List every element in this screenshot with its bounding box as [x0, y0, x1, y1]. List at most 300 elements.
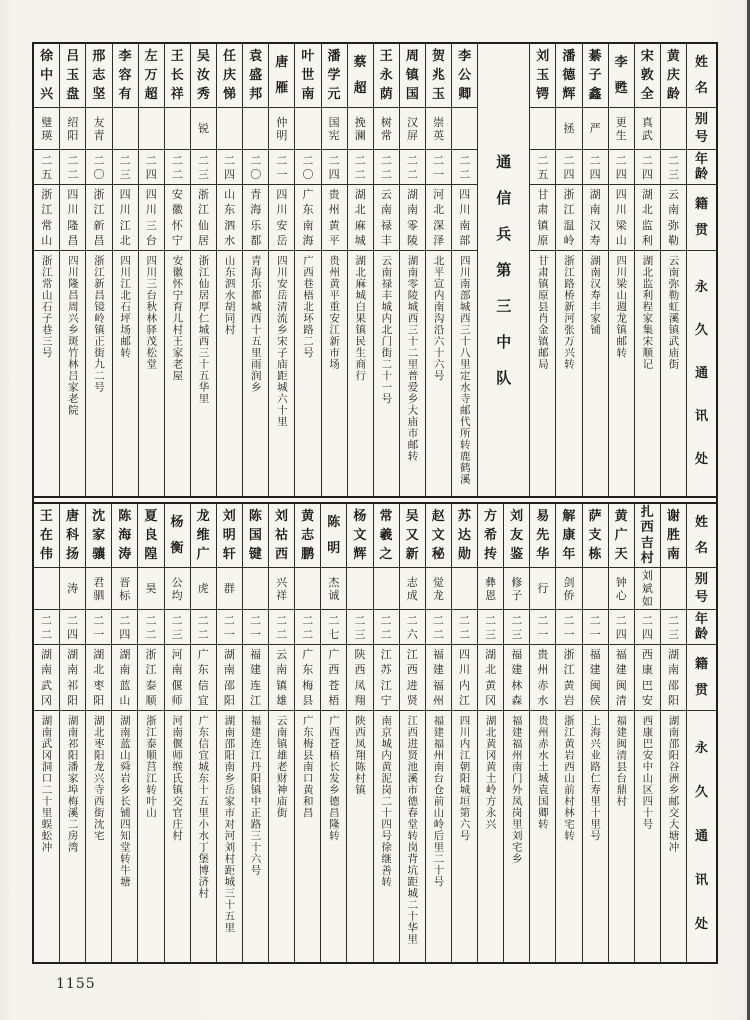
char: 驷 [93, 588, 105, 602]
char: 玉 [536, 68, 550, 83]
char: 周 [405, 49, 419, 64]
char: 北 [93, 663, 105, 677]
char: 兆 [432, 68, 446, 83]
address-cell [269, 711, 294, 962]
char: 二 [119, 613, 131, 627]
char: 宁 [171, 233, 183, 247]
native-place-cell [452, 185, 477, 251]
age-cell [374, 610, 399, 645]
char: 坚 [92, 87, 106, 102]
age-cell [452, 150, 477, 185]
address-cell [138, 711, 163, 962]
char: 二 [197, 153, 209, 167]
alias-cell [530, 568, 555, 610]
char: 二 [171, 613, 183, 627]
char: 仙 [197, 218, 209, 232]
char: 福 [615, 648, 627, 662]
person-column [451, 44, 477, 496]
person-column [59, 44, 85, 496]
char: 海 [250, 203, 262, 217]
char: 中 [40, 68, 54, 83]
char: 诚 [328, 588, 340, 602]
alias-cell [34, 108, 59, 150]
address-cell [139, 251, 164, 496]
char: 龄 [694, 167, 708, 183]
name-cell [426, 504, 451, 568]
char: 二 [354, 153, 366, 167]
person-column [85, 504, 111, 962]
char: 二 [380, 167, 392, 181]
address-text: 福建闽清县台鼎村 [615, 715, 628, 807]
char: 羲 [379, 528, 393, 543]
name-cell [609, 504, 634, 568]
char: 建 [511, 663, 523, 677]
char: 阳 [93, 693, 105, 707]
char: 贵 [537, 648, 549, 662]
age-cell [322, 150, 347, 185]
char: 湖 [406, 188, 418, 202]
address-cell [609, 711, 634, 962]
char: 南 [119, 663, 131, 677]
char: 江 [93, 203, 105, 217]
char: 禄 [380, 218, 392, 232]
age-cell [661, 610, 686, 645]
char: 四 [145, 167, 157, 181]
char: 云 [276, 648, 288, 662]
address-cell [60, 251, 85, 496]
char: 浙 [41, 188, 53, 202]
address-text: 湖北麻城白果镇民生商行 [354, 255, 367, 382]
name-cell [243, 504, 268, 568]
char: 泗 [224, 218, 236, 232]
native-place-cell [321, 645, 346, 711]
char: 二 [197, 613, 209, 627]
alias-cell [217, 568, 242, 610]
char: 二 [589, 153, 601, 167]
alias-cell [661, 108, 686, 150]
char: 伟 [39, 547, 53, 562]
char: 通 [694, 829, 708, 844]
age-cell [295, 150, 320, 185]
age-cell [165, 150, 190, 185]
char: 吕 [66, 49, 80, 64]
alias-cell [400, 108, 425, 150]
name-cell [34, 504, 59, 568]
char: 信 [496, 188, 512, 207]
char: 觉 [432, 575, 444, 589]
age-cell [374, 150, 399, 185]
char: 队 [496, 368, 512, 387]
age-cell [530, 150, 555, 185]
char: 龄 [694, 627, 708, 643]
native-place-cell [583, 645, 608, 711]
char: 北 [485, 663, 497, 677]
address-text: 山东泗水胡同村 [223, 255, 236, 336]
alias-cell [530, 108, 555, 150]
alias-cell [86, 568, 111, 610]
age-cell [556, 150, 581, 185]
address-text: 四川安岳清流乡宋子庙距城六十里 [275, 255, 288, 428]
char: 久 [694, 785, 708, 800]
alias-cell [321, 568, 346, 610]
char: 浙 [93, 188, 105, 202]
age-cell [321, 610, 346, 645]
alias-cell [217, 108, 242, 150]
address-text: 福建连江丹阳镇中正路三十六号 [249, 715, 262, 876]
char: 明 [276, 128, 288, 142]
char: 信 [197, 678, 209, 692]
name-cell [60, 504, 85, 568]
address-text: 云南弥勒虹溪镇武庙街 [667, 255, 680, 370]
char: 卿 [458, 87, 472, 102]
address-cell [348, 251, 373, 496]
alias-cell [635, 108, 660, 150]
char: 六 [406, 627, 418, 641]
person-column [399, 44, 425, 496]
alias-cell [609, 568, 634, 610]
char: 云 [380, 188, 392, 202]
native-place-cell [243, 645, 268, 711]
name-cell [504, 504, 529, 568]
age-cell [138, 610, 163, 645]
char: 镇 [276, 678, 288, 692]
address-cell [583, 711, 608, 962]
char: 南 [406, 203, 418, 217]
char: 川 [615, 203, 627, 217]
person-column [34, 504, 59, 962]
char: 潘 [562, 49, 576, 64]
age-cell [191, 610, 216, 645]
char: 陵 [406, 233, 418, 247]
char: 扎 [640, 505, 654, 521]
address-text: 湖北黄冈黄土岭方永兴 [484, 715, 497, 830]
char: 名 [694, 80, 708, 96]
char: 四 [563, 167, 575, 181]
char: 四 [641, 167, 653, 181]
char: 二 [354, 167, 366, 181]
header-address-label [687, 251, 716, 496]
char: 湖 [119, 648, 131, 662]
char: 胜 [666, 528, 680, 543]
char: 河 [171, 648, 183, 662]
char: 二 [276, 153, 288, 167]
name-cell [321, 504, 346, 568]
char: 湖 [589, 188, 601, 202]
unit-title-column [477, 44, 529, 496]
char: 玉 [66, 68, 80, 83]
alias-cell [138, 568, 163, 610]
char: 甦 [614, 80, 628, 96]
char: 常 [41, 218, 53, 232]
name-cell [243, 44, 268, 108]
char: 江 [119, 218, 131, 232]
address-text: 福建福州南台仓前山岭后里二十号 [432, 715, 445, 888]
char: 黄 [614, 509, 628, 524]
char: 水 [537, 693, 549, 707]
char: 家 [92, 528, 106, 543]
address-text: 西康巴安中山区四十号 [641, 715, 654, 830]
name-cell [165, 44, 190, 108]
char: 川 [458, 663, 470, 677]
char: 梅 [302, 678, 314, 692]
char: 恩 [485, 588, 497, 602]
char: 一 [589, 627, 601, 641]
address-cell [556, 711, 581, 962]
char: 杨 [170, 515, 184, 531]
char: 台 [145, 233, 157, 247]
char: 〇 [250, 167, 262, 181]
char: 希 [484, 528, 498, 543]
char: 赵 [431, 509, 445, 524]
address-text: 贵州黄平重安江新市场 [328, 255, 341, 370]
char: 西 [641, 648, 653, 662]
char: 号 [694, 590, 708, 605]
name-cell [165, 504, 190, 568]
address-cell [34, 711, 59, 962]
alias-cell [374, 568, 399, 610]
char: 四 [459, 188, 471, 202]
alias-cell [139, 108, 164, 150]
char: 西 [406, 663, 418, 677]
address-text: 安徽怀宁育儿村王家老屋 [171, 255, 184, 382]
age-cell [452, 610, 477, 645]
person-column [321, 44, 347, 496]
person-column [216, 504, 242, 962]
address-cell [661, 251, 686, 496]
char: 海 [118, 528, 132, 543]
age-cell [609, 610, 634, 645]
char: 二 [197, 627, 209, 641]
age-cell [530, 610, 555, 645]
char: 陕 [354, 648, 366, 662]
address-cell [165, 251, 190, 496]
char: 浙 [197, 188, 209, 202]
native-place-cell [374, 185, 399, 251]
char: 一 [276, 167, 288, 181]
char: 吴 [405, 509, 419, 524]
person-column [634, 44, 660, 496]
char: 岭 [563, 233, 575, 247]
char: 丰 [380, 233, 392, 247]
address-text: 浙江黄岩西山前村林宅转 [562, 715, 575, 842]
char: 之 [379, 547, 393, 562]
char: 刘 [536, 49, 550, 64]
char: 吉 [640, 535, 654, 551]
alias-cell [165, 108, 190, 150]
age-cell [504, 610, 529, 645]
alias-cell [269, 568, 294, 610]
char: 二 [563, 153, 575, 167]
address-text: 北平宣内南沟沿六十六号 [432, 255, 445, 382]
char: 黄 [563, 678, 575, 692]
char: 江 [563, 203, 575, 217]
alias-cell [295, 568, 320, 610]
address-text: 浙江路桥新河张万兴转 [562, 255, 575, 370]
address-cell [191, 711, 216, 962]
native-place-cell [295, 185, 320, 251]
char: 居 [197, 233, 209, 247]
char: 武 [641, 128, 653, 142]
address-cell [426, 711, 451, 962]
char: 四 [119, 188, 131, 202]
char: 子 [588, 68, 602, 83]
person-column [503, 504, 529, 962]
alias-cell [113, 108, 138, 150]
char: 鑫 [588, 87, 602, 102]
char: 福 [432, 678, 444, 692]
native-place-cell [86, 185, 111, 251]
char: 龙 [196, 509, 210, 524]
address-text: 陕西凤翔陈村镇 [353, 715, 366, 796]
address-text: 湖南邵阳南乡岳家市对河刘村距城三十五里 [223, 715, 236, 934]
char: 良 [144, 528, 158, 543]
native-place-cell [426, 645, 451, 711]
address-text: 贵州赤水土城袁国卿转 [536, 715, 549, 830]
native-place-cell [609, 645, 634, 711]
alias-cell [243, 108, 268, 150]
char: 达 [457, 528, 471, 543]
name-cell [478, 504, 503, 568]
char: 君 [93, 575, 105, 589]
char: 北 [119, 233, 131, 247]
char: 讯 [694, 873, 708, 888]
person-column [425, 44, 451, 496]
address-cell [452, 711, 477, 962]
address-text: 甘肃镇原县肖金镇邮局 [536, 255, 549, 370]
char: 绍 [67, 115, 79, 129]
char: 超 [353, 80, 367, 96]
alias-cell [452, 108, 477, 150]
char: 仲 [276, 115, 288, 129]
native-place-cell [635, 185, 660, 251]
char: 二 [302, 627, 314, 641]
address-cell [504, 711, 529, 962]
char: 苍 [328, 678, 340, 692]
char: 李 [118, 49, 132, 64]
char: 三 [354, 627, 366, 641]
char: 二 [537, 613, 549, 627]
char: 梧 [328, 693, 340, 707]
char: 徽 [171, 203, 183, 217]
native-place-cell [269, 645, 294, 711]
char: 龙 [432, 588, 444, 602]
alias-cell [243, 568, 268, 610]
alias-cell [583, 108, 608, 150]
char: 华 [536, 547, 550, 562]
char: 二 [459, 153, 471, 167]
native-place-cell [295, 645, 320, 711]
native-place-cell [269, 185, 294, 251]
char: 建 [432, 663, 444, 677]
address-text: 福建福州南门外凤岗里刘宅乡 [510, 715, 523, 865]
person-column [164, 44, 190, 496]
char: 祁 [67, 678, 79, 692]
char: 秀 [196, 87, 210, 102]
char: 二 [328, 153, 340, 167]
name-cell [426, 44, 451, 108]
char: 二 [328, 613, 340, 627]
person-column [294, 44, 320, 496]
char: 湖 [667, 648, 679, 662]
char: 建 [615, 663, 627, 677]
char: 二 [380, 613, 392, 627]
name-cell [400, 504, 425, 568]
char: 徐 [40, 49, 54, 64]
char: 江 [145, 663, 157, 677]
char: 荫 [379, 87, 393, 102]
char: 如 [641, 595, 653, 608]
char: 四 [224, 167, 236, 181]
alias-cell [374, 108, 399, 150]
char: 第 [496, 260, 512, 279]
char: 湖 [223, 648, 235, 662]
native-place-cell [583, 185, 608, 251]
char: 新 [93, 218, 105, 232]
alias-cell [86, 108, 111, 150]
alias-cell [635, 568, 660, 610]
char: 二 [589, 613, 601, 627]
native-place-cell [34, 645, 59, 711]
age-cell [426, 150, 451, 185]
address-text: 广西巷梧北环路二号 [301, 255, 314, 359]
person-column [111, 504, 137, 962]
header-age-label [687, 610, 716, 645]
char: 行 [537, 582, 549, 595]
char: 兴 [276, 575, 288, 589]
person-column [294, 504, 320, 962]
name-cell [113, 44, 138, 108]
person-column [634, 504, 660, 962]
char: 又 [405, 528, 419, 543]
address-text: 湖南汉寿丰家铺 [589, 255, 602, 336]
native-place-cell [60, 185, 85, 251]
native-place-cell [60, 645, 85, 711]
char: 江 [197, 203, 209, 217]
char: 叶 [301, 49, 315, 64]
char: 二 [667, 153, 679, 167]
age-cell [269, 150, 294, 185]
person-column [660, 504, 686, 962]
address-cell [86, 251, 111, 496]
char: 三 [667, 627, 679, 641]
char: 辉 [353, 547, 367, 562]
native-place-cell [609, 185, 634, 251]
char: 四 [615, 188, 627, 202]
char: 处 [694, 452, 708, 467]
alias-cell [478, 568, 503, 610]
age-cell [113, 150, 138, 185]
name-cell [583, 504, 608, 568]
char: 超 [144, 87, 158, 102]
char: 连 [249, 678, 261, 692]
address-text: 上海兴业路仁寿里十里号 [589, 715, 602, 842]
char: 邵 [223, 678, 235, 692]
char: 县 [302, 693, 314, 707]
char: 树 [380, 115, 392, 129]
char: 二 [276, 627, 288, 641]
char: 二 [406, 613, 418, 627]
char: 二 [145, 153, 157, 167]
char: 七 [328, 627, 340, 641]
age-cell [347, 610, 372, 645]
age-cell [217, 610, 242, 645]
char: 友 [510, 528, 524, 543]
native-place-cell [400, 185, 425, 251]
char: 三 [485, 627, 497, 641]
address-cell [530, 711, 555, 962]
address-text: 湖南零陵城西三十二里普爱乡大庙市邮转 [406, 255, 419, 462]
char: 湖 [40, 648, 52, 662]
